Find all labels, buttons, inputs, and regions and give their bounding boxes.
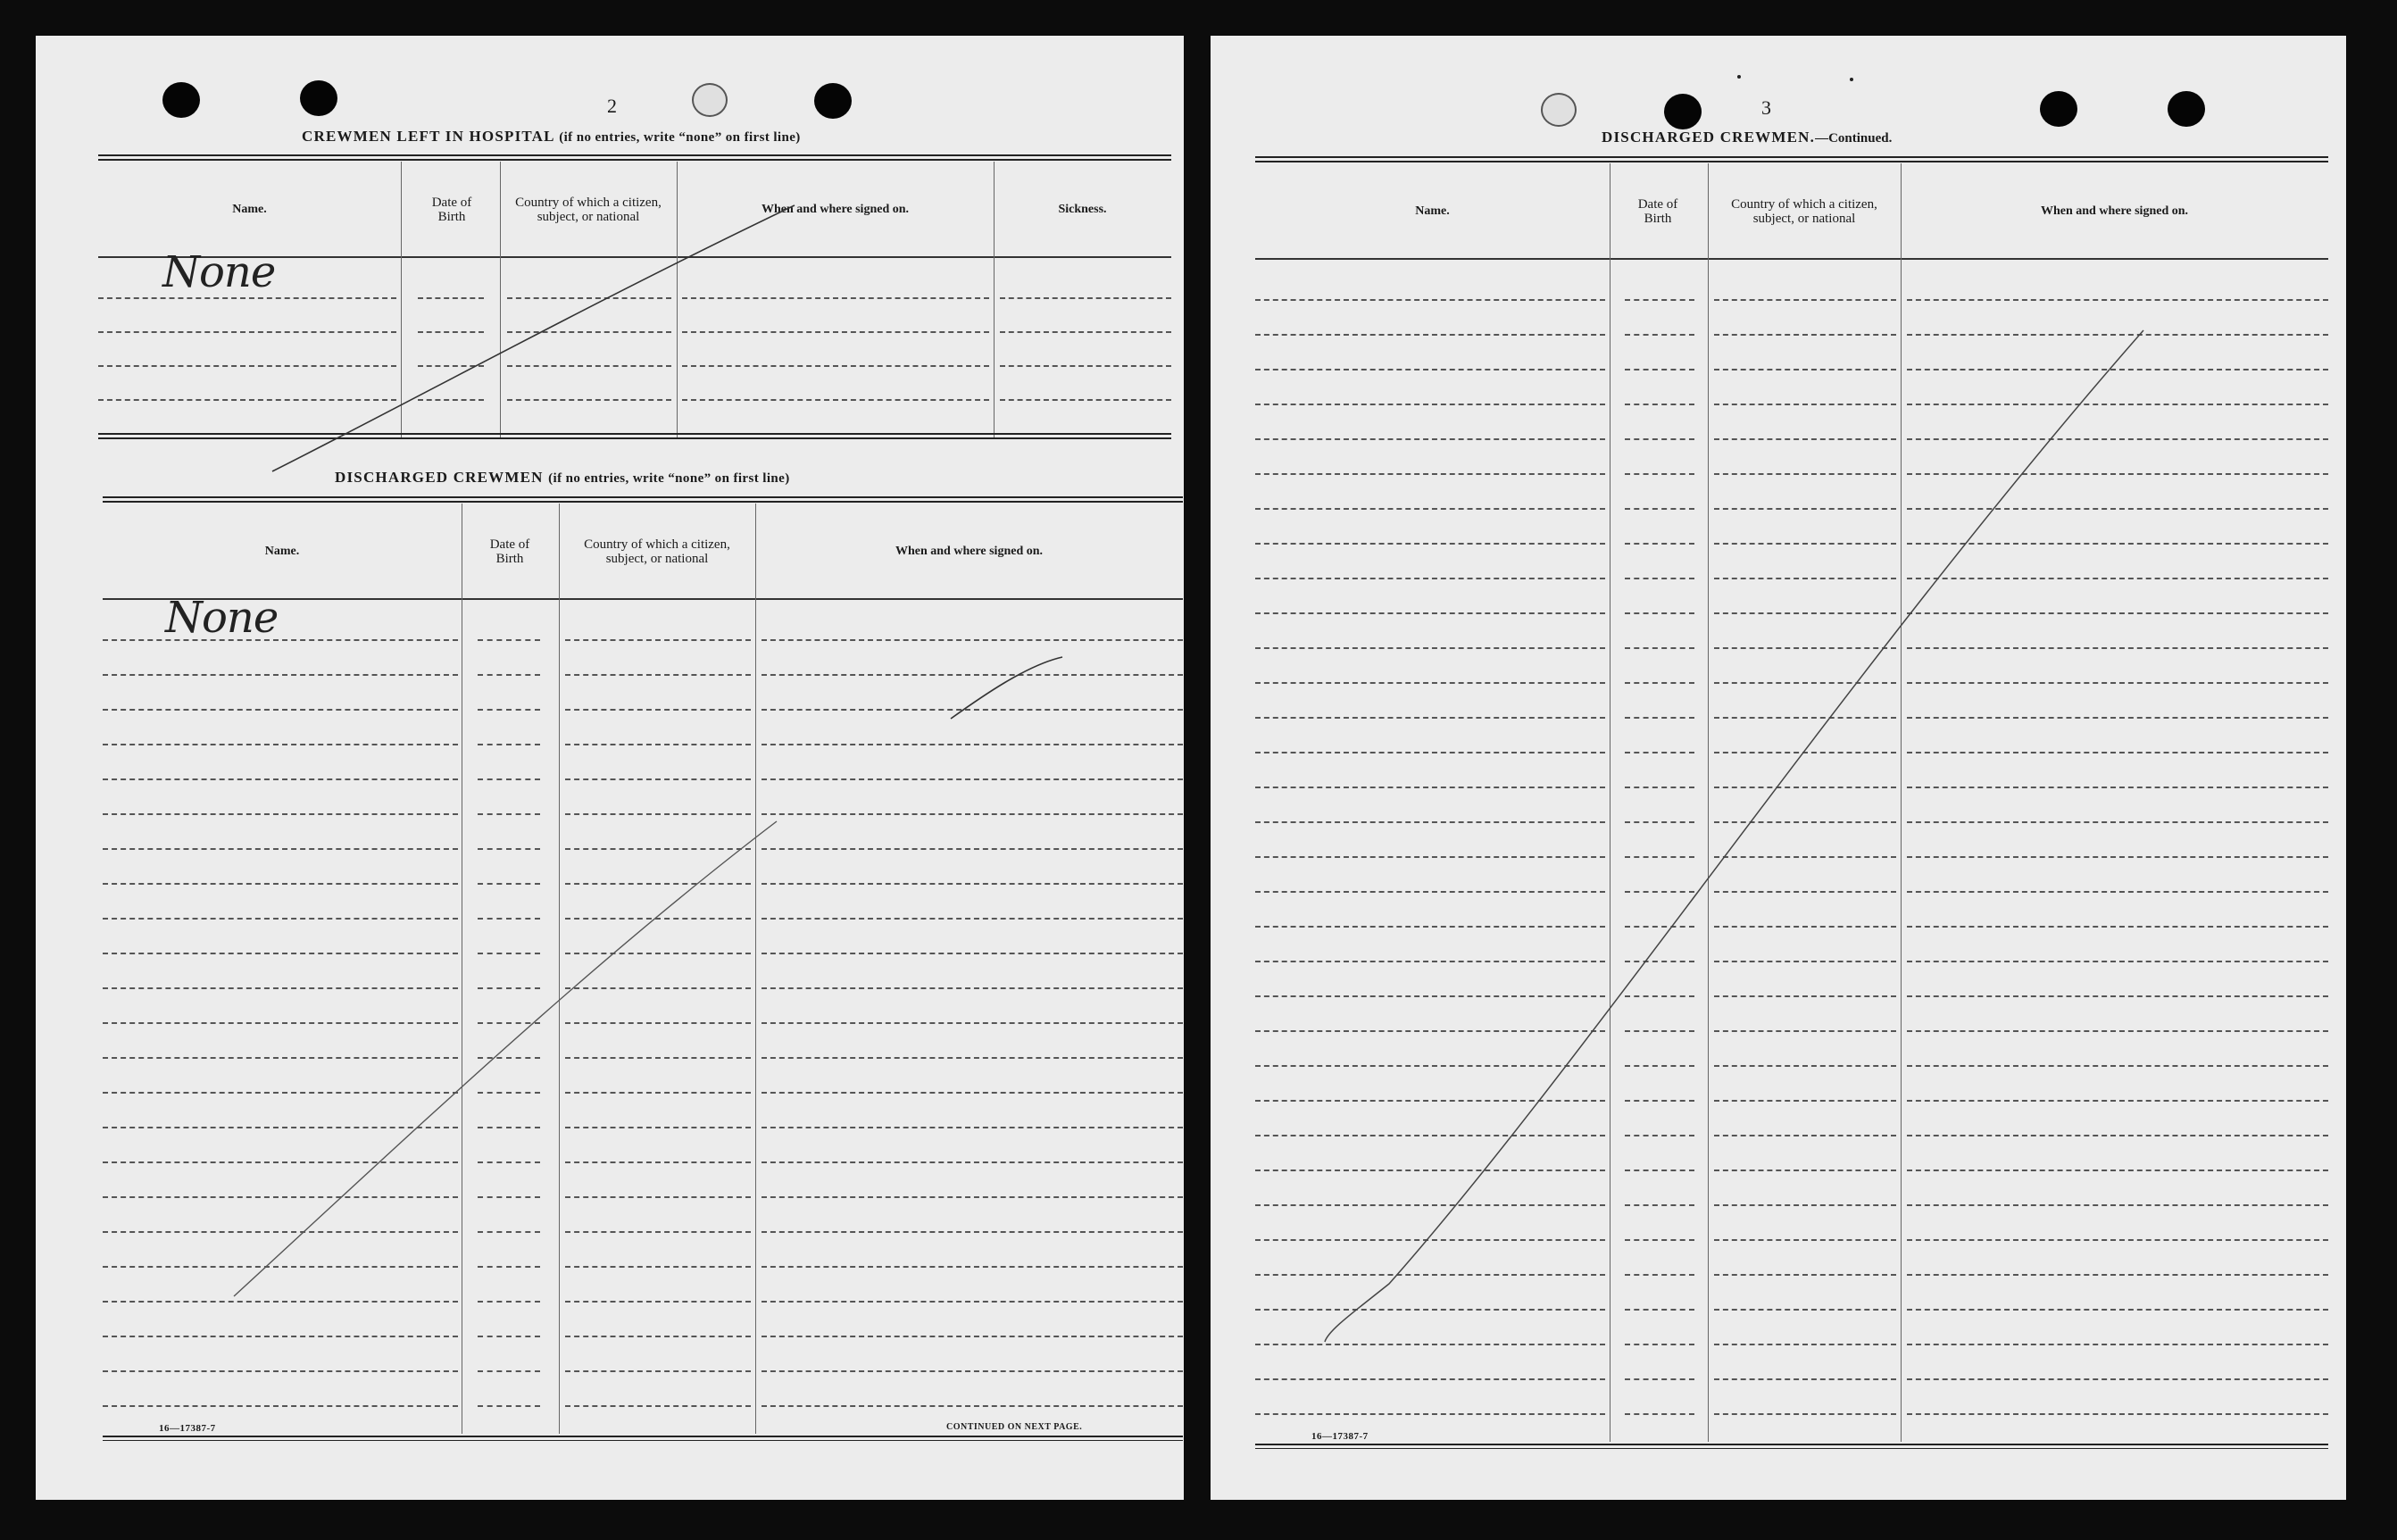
ruled-line bbox=[565, 1370, 751, 1372]
ruled-line bbox=[103, 674, 458, 676]
hospital-table bbox=[98, 154, 1171, 449]
ruled-line bbox=[103, 813, 458, 815]
ruled-line bbox=[1907, 1100, 2328, 1102]
ruled-line bbox=[762, 674, 1183, 676]
ruled-line bbox=[478, 987, 540, 989]
ruled-line bbox=[762, 639, 1183, 641]
ruled-line bbox=[1907, 647, 2328, 649]
ruled-line bbox=[1255, 473, 1605, 475]
ruled-line bbox=[478, 953, 540, 954]
ruled-line bbox=[1907, 404, 2328, 405]
ruled-line bbox=[1714, 717, 1896, 719]
ruled-line bbox=[478, 1301, 540, 1303]
punch-hole bbox=[162, 82, 200, 118]
ruled-line bbox=[1255, 1135, 1605, 1136]
col-header-date-of-birth: Date of Birth bbox=[1637, 197, 1678, 226]
ruled-line bbox=[1625, 821, 1694, 823]
ruled-line bbox=[1255, 752, 1605, 753]
ruled-line bbox=[478, 709, 540, 711]
ruled-line bbox=[1255, 1344, 1605, 1345]
ruled-line bbox=[1000, 297, 1171, 299]
ruled-line bbox=[1907, 1378, 2328, 1380]
col-header-country: Country of which a citizen, subject, or national bbox=[584, 537, 730, 566]
ruled-line bbox=[1255, 647, 1605, 649]
discharged-instruction: (if no entries, write “none” on first line) bbox=[548, 471, 790, 486]
ruled-line bbox=[762, 813, 1183, 815]
ruled-line bbox=[1714, 1100, 1896, 1102]
ruled-line bbox=[98, 297, 396, 299]
ruled-line bbox=[1625, 1309, 1694, 1311]
ruled-line bbox=[762, 1336, 1183, 1337]
ruled-line bbox=[478, 813, 540, 815]
ruled-line bbox=[565, 639, 751, 641]
ruled-line bbox=[565, 709, 751, 711]
ruled-line bbox=[565, 1301, 751, 1303]
ruled-line bbox=[1714, 891, 1896, 893]
ruled-line bbox=[1714, 787, 1896, 788]
ruled-line bbox=[1625, 1344, 1694, 1345]
ruled-line bbox=[478, 1266, 540, 1268]
col-header-name: Name. bbox=[1415, 204, 1450, 218]
ruled-line bbox=[565, 987, 751, 989]
left-page bbox=[36, 36, 1184, 1500]
ruled-line bbox=[1255, 961, 1605, 962]
ruled-line bbox=[103, 1196, 458, 1198]
ruled-line bbox=[103, 744, 458, 745]
ruled-line bbox=[1255, 821, 1605, 823]
ruled-line bbox=[1625, 299, 1694, 301]
ruled-line bbox=[1907, 473, 2328, 475]
ruled-line bbox=[1907, 334, 2328, 336]
ruled-line bbox=[1714, 1239, 1896, 1241]
ruled-line bbox=[1625, 508, 1694, 510]
ruled-line bbox=[1625, 1204, 1694, 1206]
ruled-line bbox=[1907, 543, 2328, 545]
section-title bbox=[1602, 129, 1892, 146]
page-number: 3 bbox=[1761, 96, 1771, 119]
ruled-line bbox=[565, 883, 751, 885]
ruled-line bbox=[98, 365, 396, 367]
discharged-section-title bbox=[335, 469, 790, 487]
ruled-line bbox=[762, 1266, 1183, 1268]
ruled-line bbox=[1714, 438, 1896, 440]
ruled-line bbox=[1907, 1065, 2328, 1067]
ruled-line bbox=[1255, 1378, 1605, 1380]
ruled-line bbox=[1625, 995, 1694, 997]
ruled-line bbox=[1714, 578, 1896, 579]
ruled-line bbox=[1907, 612, 2328, 614]
ruled-line bbox=[762, 918, 1183, 920]
ruled-line bbox=[478, 883, 540, 885]
ruled-line bbox=[1907, 821, 2328, 823]
ruled-line bbox=[1907, 438, 2328, 440]
ruled-line bbox=[762, 1370, 1183, 1372]
ruled-line bbox=[1255, 369, 1605, 370]
ruled-line bbox=[1255, 578, 1605, 579]
ruled-line bbox=[1714, 369, 1896, 370]
ruled-line bbox=[1625, 717, 1694, 719]
ruled-line bbox=[103, 778, 458, 780]
ruled-line bbox=[98, 331, 396, 333]
ruled-line bbox=[1625, 1239, 1694, 1241]
ruled-line bbox=[103, 1301, 458, 1303]
ruled-line bbox=[1714, 1413, 1896, 1415]
ruled-line bbox=[103, 987, 458, 989]
ruled-line bbox=[762, 1231, 1183, 1233]
ruled-line bbox=[565, 1196, 751, 1198]
form-number: 16—17387-7 bbox=[1311, 1431, 1369, 1442]
ruled-line bbox=[565, 744, 751, 745]
ruled-line bbox=[1625, 856, 1694, 858]
ruled-line bbox=[418, 399, 484, 401]
ruled-line bbox=[478, 1336, 540, 1337]
punch-hole bbox=[2040, 91, 2077, 127]
ruled-line bbox=[1714, 961, 1896, 962]
ruled-line bbox=[103, 1161, 458, 1163]
ruled-line bbox=[1714, 1170, 1896, 1171]
ruled-line bbox=[478, 1057, 540, 1059]
ruled-line bbox=[762, 1161, 1183, 1163]
ruled-line bbox=[1625, 1378, 1694, 1380]
page-number: 2 bbox=[607, 95, 617, 117]
ruled-line bbox=[762, 1405, 1183, 1407]
ruled-line bbox=[1625, 438, 1694, 440]
ruled-line bbox=[1255, 1309, 1605, 1311]
ruled-line bbox=[1907, 1344, 2328, 1345]
ruled-line bbox=[1907, 1204, 2328, 1206]
ruled-line bbox=[418, 331, 484, 333]
ruled-line bbox=[478, 918, 540, 920]
ruled-line bbox=[478, 778, 540, 780]
ruled-line bbox=[1714, 1344, 1896, 1345]
ruled-line bbox=[418, 297, 484, 299]
col-header-signed-on: When and where signed on. bbox=[761, 203, 910, 216]
ruled-line bbox=[1625, 612, 1694, 614]
ruled-line bbox=[762, 1022, 1183, 1024]
ruled-line bbox=[1907, 995, 2328, 997]
ruled-line bbox=[103, 1336, 458, 1337]
ruled-line bbox=[1625, 1413, 1694, 1415]
ruled-line bbox=[507, 399, 671, 401]
ruled-line bbox=[565, 918, 751, 920]
ruled-line bbox=[1714, 299, 1896, 301]
ruled-line bbox=[1625, 473, 1694, 475]
ruled-line bbox=[565, 1127, 751, 1128]
ruled-line bbox=[478, 1405, 540, 1407]
ruled-line bbox=[1255, 299, 1605, 301]
ruled-line bbox=[1714, 334, 1896, 336]
ruled-line bbox=[1000, 399, 1171, 401]
ruled-line bbox=[478, 1196, 540, 1198]
hospital-section-title bbox=[302, 128, 801, 146]
ruled-line bbox=[1714, 404, 1896, 405]
ruled-line bbox=[1714, 1378, 1896, 1380]
ruled-line bbox=[762, 709, 1183, 711]
ruled-line bbox=[1255, 717, 1605, 719]
form-number: 16—17387-7 bbox=[159, 1423, 216, 1434]
ruled-line bbox=[1255, 1413, 1605, 1415]
ruled-line bbox=[1907, 1274, 2328, 1276]
punch-hole bbox=[692, 83, 728, 117]
ruled-line bbox=[1907, 1135, 2328, 1136]
ruled-line bbox=[1907, 1309, 2328, 1311]
ruled-line bbox=[565, 953, 751, 954]
ruled-line bbox=[1625, 1274, 1694, 1276]
col-header-country: Country of which a citizen, subject, or national bbox=[1731, 197, 1877, 226]
col-header-signed-on: When and where signed on. bbox=[895, 545, 1044, 558]
ruled-line bbox=[1255, 787, 1605, 788]
ruled-line bbox=[1714, 821, 1896, 823]
col-header-date-of-birth: Date of Birth bbox=[489, 537, 530, 566]
ruled-line bbox=[1907, 508, 2328, 510]
ruled-line bbox=[1625, 787, 1694, 788]
col-header-signed-on: When and where signed on. bbox=[2040, 204, 2189, 218]
ruled-line bbox=[1625, 578, 1694, 579]
ruled-line bbox=[565, 1092, 751, 1094]
ruled-line bbox=[1625, 1135, 1694, 1136]
ruled-line bbox=[1907, 856, 2328, 858]
ruled-line bbox=[1625, 682, 1694, 684]
col-header-name: Name. bbox=[232, 203, 267, 216]
ruled-line bbox=[1714, 1030, 1896, 1032]
ruled-line bbox=[1625, 1100, 1694, 1102]
punch-hole bbox=[1664, 94, 1702, 129]
ruled-line bbox=[565, 1266, 751, 1268]
ruled-line bbox=[565, 674, 751, 676]
handwritten-none-entry: None bbox=[162, 247, 276, 297]
ruled-line bbox=[1625, 1065, 1694, 1067]
ruled-line bbox=[1714, 543, 1896, 545]
col-header-date-of-birth: Date of Birth bbox=[431, 196, 472, 224]
ruled-line bbox=[682, 331, 989, 333]
ruled-line bbox=[1907, 1239, 2328, 1241]
ruled-line bbox=[103, 848, 458, 850]
ruled-line bbox=[1907, 299, 2328, 301]
ruled-line bbox=[565, 1231, 751, 1233]
punch-hole bbox=[2168, 91, 2205, 127]
ruled-line bbox=[1255, 891, 1605, 893]
ruled-line bbox=[1714, 752, 1896, 753]
continued-note: CONTINUED ON NEXT PAGE. bbox=[946, 1422, 1083, 1432]
ruled-line bbox=[1907, 787, 2328, 788]
ruled-line bbox=[1255, 1100, 1605, 1102]
ruled-line bbox=[1714, 1309, 1896, 1311]
ruled-line bbox=[682, 297, 989, 299]
continued-label: —Continued. bbox=[1815, 131, 1893, 146]
ruled-line bbox=[478, 1127, 540, 1128]
ruled-line bbox=[478, 1092, 540, 1094]
ruled-line bbox=[1907, 891, 2328, 893]
ruled-line bbox=[1255, 508, 1605, 510]
ruled-line bbox=[103, 918, 458, 920]
ruled-line bbox=[1907, 1030, 2328, 1032]
ruled-line bbox=[1255, 404, 1605, 405]
ruled-line bbox=[478, 639, 540, 641]
ruled-line bbox=[103, 1127, 458, 1128]
ruled-line bbox=[1625, 961, 1694, 962]
ruled-line bbox=[565, 1336, 751, 1337]
ruled-line bbox=[1625, 926, 1694, 928]
ruled-line bbox=[418, 365, 484, 367]
ruled-line bbox=[1625, 891, 1694, 893]
ruled-line bbox=[478, 1022, 540, 1024]
ruled-line bbox=[762, 1092, 1183, 1094]
hospital-title-text: CREWMEN LEFT IN HOSPITAL bbox=[302, 128, 554, 145]
ruled-line bbox=[1255, 856, 1605, 858]
ruled-line bbox=[1255, 438, 1605, 440]
punch-hole bbox=[300, 80, 337, 116]
ruled-line bbox=[478, 674, 540, 676]
ruled-line bbox=[1625, 1170, 1694, 1171]
punch-hole bbox=[814, 83, 852, 119]
ruled-line bbox=[1714, 1204, 1896, 1206]
ruled-line bbox=[1714, 926, 1896, 928]
ruled-line bbox=[762, 744, 1183, 745]
ruled-line bbox=[1625, 647, 1694, 649]
ruled-line bbox=[762, 883, 1183, 885]
ruled-line bbox=[103, 709, 458, 711]
col-header-name: Name. bbox=[264, 545, 300, 558]
ruled-line bbox=[478, 848, 540, 850]
ruled-line bbox=[565, 778, 751, 780]
ruled-line bbox=[1714, 1065, 1896, 1067]
section-title-text: DISCHARGED CREWMEN. bbox=[1602, 129, 1816, 146]
ruled-line bbox=[1255, 543, 1605, 545]
ruled-line bbox=[1255, 1170, 1605, 1171]
ruled-line bbox=[565, 1022, 751, 1024]
ruled-line bbox=[565, 848, 751, 850]
ruled-line bbox=[103, 639, 458, 641]
ruled-line bbox=[1714, 856, 1896, 858]
ruled-line bbox=[1625, 369, 1694, 370]
ruled-line bbox=[1255, 1030, 1605, 1032]
ruled-line bbox=[98, 399, 396, 401]
ruled-line bbox=[103, 1370, 458, 1372]
discharged-continued-table bbox=[1255, 156, 2328, 1461]
ruled-line bbox=[1907, 682, 2328, 684]
ruled-line bbox=[682, 399, 989, 401]
ruled-line bbox=[565, 1405, 751, 1407]
col-header-sickness: Sickness. bbox=[1058, 203, 1107, 216]
ruled-line bbox=[1255, 682, 1605, 684]
ruled-line bbox=[1907, 752, 2328, 753]
ruled-line bbox=[103, 1405, 458, 1407]
ruled-line bbox=[1907, 1170, 2328, 1171]
ruled-line bbox=[762, 778, 1183, 780]
discharged-title-text: DISCHARGED CREWMEN bbox=[335, 469, 544, 486]
ruled-line bbox=[565, 813, 751, 815]
ruled-line bbox=[507, 365, 671, 367]
ruled-line bbox=[1625, 1030, 1694, 1032]
ruled-line bbox=[1714, 473, 1896, 475]
ruled-line bbox=[478, 744, 540, 745]
ruled-line bbox=[1625, 334, 1694, 336]
ruled-line bbox=[1255, 334, 1605, 336]
handwritten-none-entry: None bbox=[165, 593, 279, 643]
ruled-line bbox=[507, 297, 671, 299]
ruled-line bbox=[762, 1127, 1183, 1128]
ruled-line bbox=[478, 1370, 540, 1372]
ruled-line bbox=[762, 848, 1183, 850]
ruled-line bbox=[103, 953, 458, 954]
discharged-table bbox=[103, 496, 1183, 1450]
ruled-line bbox=[1714, 612, 1896, 614]
ruled-line bbox=[1000, 365, 1171, 367]
ruled-line bbox=[762, 1301, 1183, 1303]
ruled-line bbox=[103, 1022, 458, 1024]
ruled-line bbox=[1255, 1239, 1605, 1241]
ruled-line bbox=[1625, 404, 1694, 405]
ruled-line bbox=[1625, 752, 1694, 753]
ruled-line bbox=[103, 1231, 458, 1233]
ruled-line bbox=[762, 1196, 1183, 1198]
ruled-line bbox=[1255, 926, 1605, 928]
ruled-line bbox=[1255, 995, 1605, 997]
ruled-line bbox=[565, 1161, 751, 1163]
ruled-line bbox=[1714, 682, 1896, 684]
ruled-line bbox=[103, 1266, 458, 1268]
ruled-line bbox=[1714, 647, 1896, 649]
ruled-line bbox=[762, 987, 1183, 989]
ruled-line bbox=[1255, 612, 1605, 614]
ruled-line bbox=[478, 1231, 540, 1233]
punch-hole bbox=[1541, 93, 1577, 127]
ruled-line bbox=[1907, 369, 2328, 370]
ruled-line bbox=[103, 883, 458, 885]
right-page bbox=[1211, 36, 2346, 1500]
ruled-line bbox=[1907, 961, 2328, 962]
ruled-line bbox=[1714, 1274, 1896, 1276]
ruled-line bbox=[1907, 717, 2328, 719]
ruled-line bbox=[1714, 1135, 1896, 1136]
ruled-line bbox=[1255, 1204, 1605, 1206]
ruled-line bbox=[507, 331, 671, 333]
ruled-line bbox=[1714, 995, 1896, 997]
ruled-line bbox=[1907, 1413, 2328, 1415]
ruled-line bbox=[1907, 926, 2328, 928]
hospital-instruction: (if no entries, write “none” on first line) bbox=[559, 130, 801, 145]
ruled-line bbox=[565, 1057, 751, 1059]
ruled-line bbox=[682, 365, 989, 367]
ruled-line bbox=[1000, 331, 1171, 333]
ruled-line bbox=[762, 953, 1183, 954]
ruled-line bbox=[478, 1161, 540, 1163]
ruled-line bbox=[103, 1092, 458, 1094]
ruled-line bbox=[1625, 543, 1694, 545]
ruled-line bbox=[1907, 578, 2328, 579]
ruled-line bbox=[1255, 1274, 1605, 1276]
ruled-line bbox=[1255, 1065, 1605, 1067]
ruled-line bbox=[103, 1057, 458, 1059]
ruled-line bbox=[1714, 508, 1896, 510]
col-header-country: Country of which a citizen, subject, or national bbox=[515, 196, 662, 224]
ruled-line bbox=[762, 1057, 1183, 1059]
